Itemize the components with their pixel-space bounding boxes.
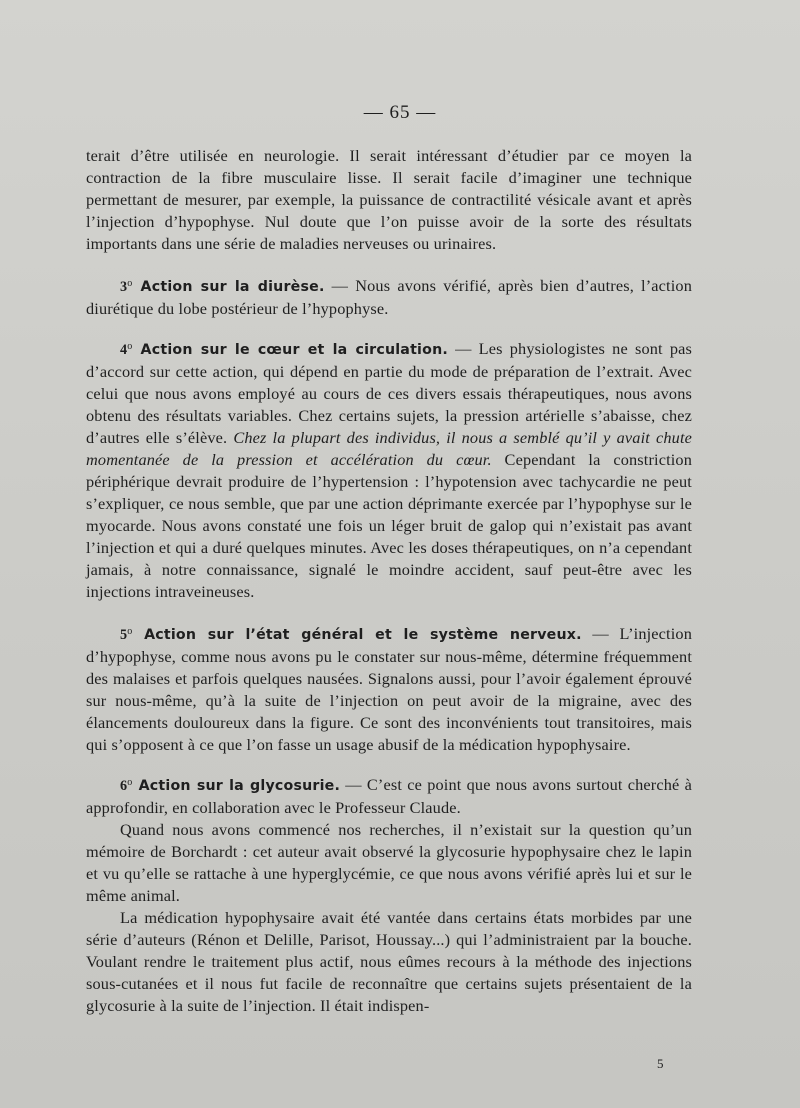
page-number: — 65 — — [363, 102, 437, 123]
section-glycosuria — [86, 772, 692, 819]
paragraph-neurology: terait d’être utilisée en neurologie. Il serait intéressant d’étudier par ce moyen la contraction de la fibre musculaire lisse. Il serait facile d’imaginer une technique permettant de mesurer, par exemple, la puissance de contractilité vésicale avant et après l’injection d’hypophyse. Nul doute que l’on puisse avoir de la sorte des résultats importants dans une série de maladies nerveuses ou urinaires. — [86, 146, 692, 253]
italic-observation: Chez la plupart des individus, il nous a semblé qu’il y avait chute momentanée de la pression et accélération du cœur. — [86, 428, 692, 469]
section-text: — L’injection d’hypophyse, comme nous avons pu le constater sur nous-même, détermine fréquemment des malaises et parfois quelques nausées. Signalons aussi, pour l’avoir également éprouvé sur nous-même, qu’à la suite de l’injection on peut avoir de la migraine, avec des élancements douloureux dans la figure. Ce sont des inconvénients tout transitoires, mais qui s’opposent à ce que l’on fasse un usage abusif de la médication hypophysaire. — [86, 624, 692, 754]
section-heading: 4$^o$ Action sur le cœur et la circulation. — [120, 341, 448, 358]
section-text: — Nous avons vérifié, après bien d’autres, l’action diurétique du lobe postérieur de l’hypophyse. — [86, 276, 692, 318]
section-text: — Les physiologistes ne sont pas d’accord sur cette action, qui dépend en partie du mode de préparation de l’extrait. Avec celui que nous avons employé au cours de ces divers essais thérapeutiques, nous avons obtenu des résultats variables. Chez certains sujets, la pression artérielle s’abaisse, chez d’autres elle s’élève. — [86, 339, 693, 447]
section-general-state — [86, 621, 692, 756]
page-body — [86, 145, 692, 1017]
section-text-continued: Cependant la constriction périphérique devrait produire de l’hypertension : l’hypotension avec tachycardie ne peut s’expliquer, ce nous semble, que par une action déprimante exercée par l’hypophyse sur le myocarde. Nous avons constaté une fois un léger bruit de galop qui n’existait pas avant l’injection et qui a duré quelques minutes. Avec les doses thérapeutiques, on n’a cependant jamais, à notre connaissance, signalé le moindre accident, sauf peut-être avec les injections intraveineuses. — [86, 450, 692, 601]
paragraph-borchardt: Quand nous avons commencé nos recherches, il n’existait sur la question qu’un mémoire de Borchardt : cet auteur avait observé la glycosurie hypophysaire chez le lapin et vu qu’elle se rattache à une hyperglycémie, ce que nous avons vérifié après lui et sur le même animal. — [86, 820, 692, 905]
section-heading: 6$^o$ Action sur la glycosurie. — [120, 777, 341, 794]
section-diuresis — [86, 273, 692, 320]
section-heart-circulation — [86, 336, 692, 603]
section-heading: 5$^o$ Action sur l’état général et le système nerveux. — [120, 626, 582, 643]
section-heading: 3$^o$ Action sur la diurèse. — [120, 278, 325, 295]
signature-mark: 5 — [657, 1056, 664, 1071]
section-text: — C’est ce point que nous avons surtout cherché à approfondir, en collaboration avec le Professeur Claude. — [86, 775, 692, 817]
paragraph-hypophyseal-medication: La médication hypophysaire avait été vantée dans certains états morbides par une série d’auteurs (Rénon et Delille, Parisot, Houssay...) qui l’administraient par la bouche. Voulant rendre le traitement plus actif, nous eûmes recours à la méthode des injections sous-cutanées et il nous fut facile de reconnaître que certains sujets présentaient de la glycosurie à la suite de l’injection. Il était indispen- — [86, 908, 692, 1015]
